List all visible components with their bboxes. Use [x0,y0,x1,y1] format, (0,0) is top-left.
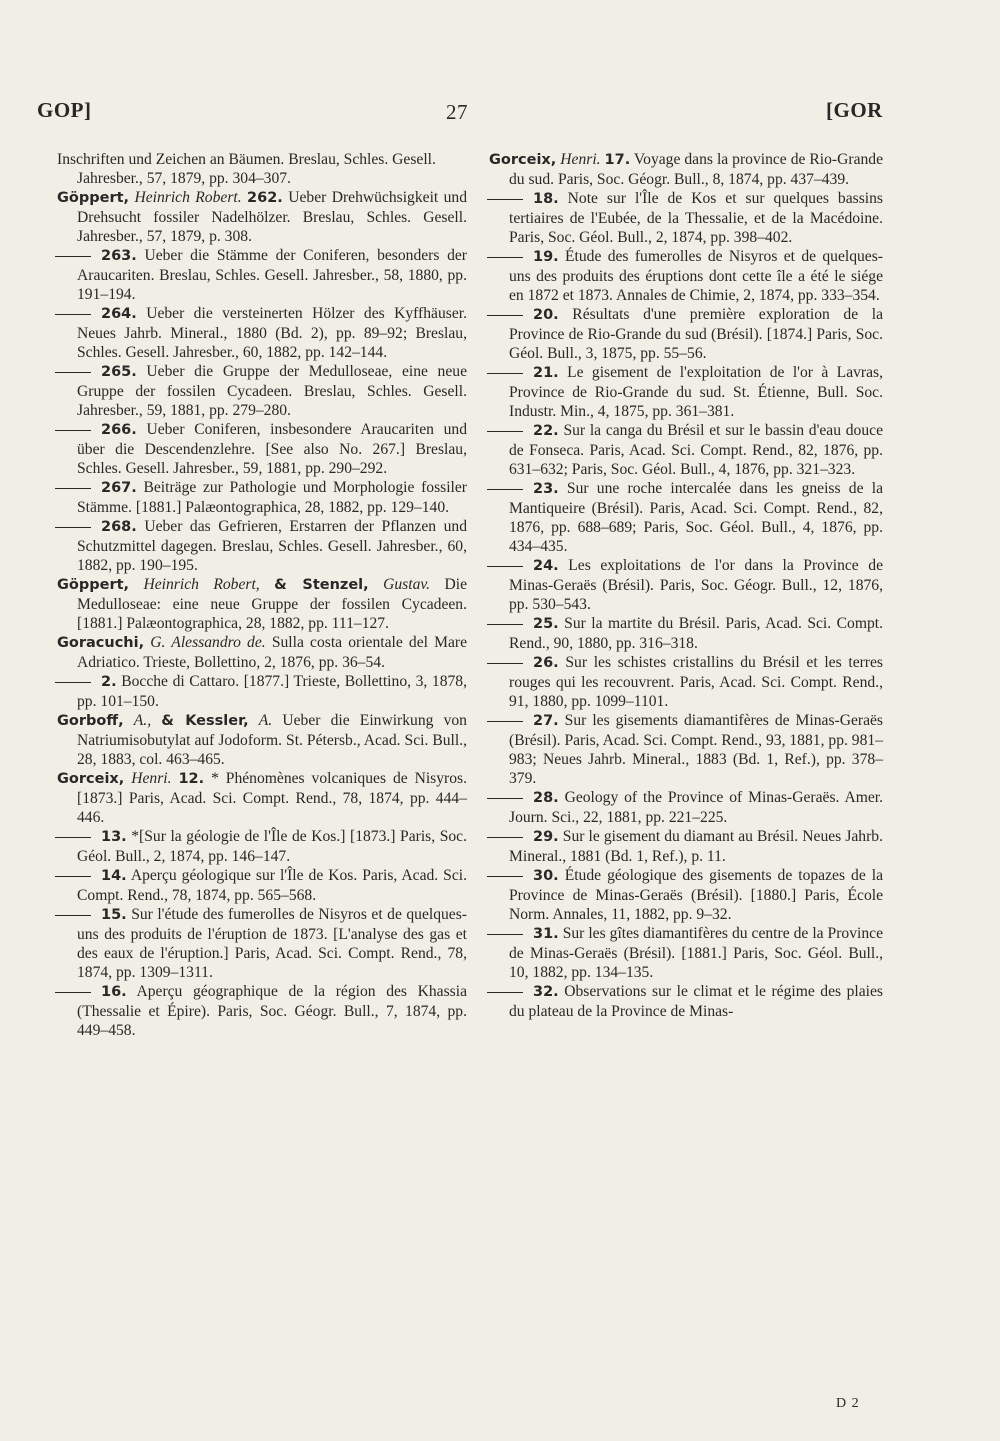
ditto-dash [55,314,91,315]
entry-number: 28. [533,790,559,806]
bibliography-entry [489,556,883,614]
page-number: 27 [446,100,468,124]
coauthor-given-name: Gustav. [383,576,431,593]
ditto-dash [55,372,91,373]
entry-text: Ueber Coniferen, insbesondere Araucariten und über die Descendenzlehre. [See also No. 267.] Breslau, Schles. Gesell. Jahresber., 59, 1881, pp. 290–292. [77,421,467,477]
entry-text: * Phénomènes volcaniques de Nisyros. [1873.] Paris, Acad. Sci. Compt. Rend., 78, 1874, pp. 444–446. [77,770,468,826]
coauthor-name: & Stenzel, [274,577,369,593]
entry-text: Die Medulloseae: eine neue Gruppe der fossilen Cycadeen. [1881.] Palæontographica, 28, 1882, pp. 111–127. [77,576,467,632]
bibliography-entry [57,575,467,633]
entry-text: Ueber Drehwüchsigkeit und Drehsucht fossiler Nadelhölzer. Breslau, Schles. Gesell. Jahresber., 57, 1879, p. 308. [77,189,468,245]
bibliography-entry [489,614,883,653]
entry-text: Ueber das Gefrieren, Erstarren der Pflanzen und Schutzmittel dagegen. Breslau, Schles. Gesell. Jahresber., 60, 1882, pp. 190–195. [77,518,467,574]
entry-text: Étude géologique des gisements de topazes de la Province de Minas-Geraës (Brésil). [1880.] Paris, École Norm. Annales, 11, 1882, pp. 9–32. [509,867,883,923]
entry-text: Résultats d'une première exploration de la Province de Rio-Grande du sud (Brésil). [1874.] Paris, Soc. Géol. Bull., 3, 1875, pp. 55–56. [509,306,883,362]
ditto-dash [487,566,523,567]
entry-text: Beiträge zur Pathologie und Morphologie fossiler Stämme. [1881.] Palæontographica, 28, 1882, pp. 129–140. [77,479,467,516]
ditto-dash [487,199,523,200]
entry-number: 27. [533,713,559,729]
bibliography-entry [489,150,883,189]
entry-text: Sur une roche intercalée dans les gneiss de la Mantiqueire (Brésil). Paris, Acad. Sci. Compt. Rend., 82, 1876, pp. 688–689; Paris, Soc. Géol. Bull., 4, 1876, pp. 434–435. [509,480,883,555]
author-name: Gorboff, [57,713,124,729]
bibliography-entry [489,653,883,711]
author-given-name: Henri. [560,151,601,168]
author-name: Göppert, [57,577,130,593]
bibliography-entry [489,363,883,421]
entry-text: Sur les schistes cristallins du Brésil et les terres rouges qui les recouvrent. Paris, Acad. Sci. Compt. Rend., 91, 1880, pp. 1099–1101. [509,654,883,710]
ditto-dash [55,430,91,431]
entry-text: Étude des fumerolles de Nisyros et de quelques-uns des produits des éruptions dont cette île a été le siége en 1872 et 1873. Annales de Chimie, 2, 1874, pp. 333–354. [509,248,883,304]
coauthor-given-name: A. [258,712,273,729]
author-name: Göppert, [57,190,130,206]
signature-mark: D 2 [836,1396,860,1411]
author-given-name: Heinrich Robert. [134,189,242,206]
entry-text: Geology of the Province of Minas-Geraës. Amer. Journ. Sci., 22, 1881, pp. 221–225. [509,789,883,826]
entry-number: 32. [533,984,559,1000]
ditto-dash [487,934,523,935]
entry-text: Sulla costa orientale del Mare Adriatico. Trieste, Bollettino, 2, 1876, pp. 36–54. [77,634,468,671]
entry-number: 268. [101,519,137,535]
author-name: Gorceix, [57,771,125,787]
right-column [489,150,883,1021]
ditto-dash [487,624,523,625]
author-given-name: G. Alessandro de. [150,634,266,651]
entry-number: 24. [533,558,559,574]
ditto-dash [487,663,523,664]
bibliography-entry [57,672,467,711]
entry-number: 23. [533,481,559,497]
running-head-right: [GOR [826,98,883,122]
bibliography-entry [57,633,467,672]
bibliography-entry [489,924,883,982]
ditto-dash [55,915,91,916]
bibliography-entry [489,305,883,363]
ditto-dash [487,257,523,258]
running-head-left: GOP] [37,98,92,122]
coauthor-name: & Kessler, [161,713,249,729]
entry-number: 13. [101,829,127,845]
ditto-dash [55,992,91,993]
ditto-dash [487,721,523,722]
entry-text: Sur les gisements diamantifères de Minas-Geraës (Brésil). Paris, Acad. Sci. Compt. Rend., 93, 1881, pp. 981–983; Neues Jahrb. Mineral., 1883 (Bd. 1, Ref.), pp. 378–379. [509,712,883,787]
entry-text: Sur le gisement du diamant au Brésil. Neues Jahrb. Mineral., 1881 (Bd. 1, Ref.), p. 11. [509,828,883,865]
bibliography-entry [489,421,883,479]
bibliography-entry [489,479,883,556]
entry-number: 30. [533,868,559,884]
entry-number: 26. [533,655,559,671]
ditto-dash [55,837,91,838]
entry-text: Sur l'étude des fumerolles de Nisyros et de quelques-uns des produits de l'éruption de 1873. [L'analyse des gas et des eaux de l'éruption.] Paris, Acad. Sci. Compt. Rend., 78, 1874, pp. 1309–1311. [77,906,467,981]
entry-number: 21. [533,365,559,381]
entry-text: Ueber die versteinerten Hölzer des Kyffhäuser. Neues Jahrb. Mineral., 1880 (Bd. 2), pp. 89–92; Breslau, Schles. Gesell. Jahresber., 60, 1882, pp. 142–144. [77,305,467,361]
entry-number: 266. [101,422,137,438]
entry-number: 20. [533,307,559,323]
entry-number: 31. [533,926,559,942]
ditto-dash [55,876,91,877]
author-name: Gorceix, [489,152,557,168]
ditto-dash [487,373,523,374]
bibliography-entry [57,866,467,905]
ditto-dash [487,315,523,316]
bibliography-entry [57,150,467,188]
bibliography-entry [489,866,883,924]
bibliography-entry [57,420,467,478]
entry-text: Ueber die Stämme der Coniferen, besonders der Araucariten. Breslau, Schles. Gesell. Jahresber., 58, 1880, pp. 191–194. [77,247,467,303]
entry-text: Bocche di Cattaro. [1877.] Trieste, Bollettino, 3, 1878, pp. 101–150. [77,673,467,710]
entry-number: 267. [101,480,137,496]
entry-text: Sur la martite du Brésil. Paris, Acad. Sci. Compt. Rend., 90, 1880, pp. 316–318. [509,615,883,652]
bibliography-entry [489,189,883,247]
bibliography-entry [57,478,467,517]
bibliography-entry [489,982,883,1021]
entry-number: 18. [533,191,559,207]
entry-text: Observations sur le climat et le régime des plaies du plateau de la Province de Minas- [509,983,883,1020]
entry-number: 2. [101,674,117,690]
bibliography-entry [489,711,883,788]
entry-number: 29. [533,829,559,845]
entry-text: Sur la canga du Brésil et sur le bassin d'eau douce de Fonseca. Paris, Acad. Sci. Compt. Rend., 82, 1876, pp. 631–632; Paris, Soc. Géol. Bull., 4, 1876, pp. 321–323. [509,422,883,478]
entry-number: 262. [247,190,283,206]
bibliography-entry [57,188,467,246]
entry-text: Sur les gîtes diamantifères du centre de la Province de Minas-Geraës (Brésil). [1881.] Paris, Soc. Géol. Bull., 10, 1882, pp. 134–135. [509,925,883,981]
ditto-dash [55,527,91,528]
bibliography-entry [57,982,467,1040]
ditto-dash [55,256,91,257]
ditto-dash [55,682,91,683]
author-given-name: Henri. [131,770,172,787]
bibliography-entry [57,769,467,827]
bibliography-entry [57,304,467,362]
entry-text: Aperçu géographique de la région des Khassia (Thessalie et Épire). Paris, Soc. Géogr. Bull., 7, 1874, pp. 449–458. [77,983,467,1039]
entry-text: Voyage dans la province de Rio-Grande du sud. Paris, Soc. Géogr. Bull., 8, 1874, pp. 437–439. [509,151,884,188]
entry-number: 15. [101,907,127,923]
entry-number: 14. [101,868,127,884]
bibliography-entry [489,788,883,827]
bibliography-entry [57,246,467,304]
entry-number: 25. [533,616,559,632]
entry-number: 265. [101,364,137,380]
author-given-name: Heinrich Robert, [143,576,260,593]
bibliography-entry [57,517,467,575]
entry-number: 263. [101,248,137,264]
ditto-dash [487,798,523,799]
bibliography-entry [57,827,467,866]
left-column [57,150,467,1040]
entry-number: 12. [178,771,205,787]
entry-text: Inschriften und Zeichen an Bäumen. Breslau, Schles. Gesell. Jahresber., 57, 1879, pp. 304–307. [57,151,436,187]
ditto-dash [487,992,523,993]
entry-text: Note sur l'Île de Kos et sur quelques bassins tertiaires de l'Eubée, de la Thessalie, et de la Macédoine. Paris, Soc. Géol. Bull., 2, 1874, pp. 398–402. [509,190,883,246]
bibliography-entry [57,362,467,420]
entry-text: *[Sur la géologie de l'Île de Kos.] [1873.] Paris, Soc. Géol. Bull., 2, 1874, pp. 146–147. [77,828,467,865]
ditto-dash [487,876,523,877]
ditto-dash [487,431,523,432]
bibliography-entry [57,905,467,982]
entry-number: 19. [533,249,559,265]
bibliography-entry [489,827,883,866]
author-name: Goracuchi, [57,635,145,651]
bibliography-entry [489,247,883,305]
entry-text: Les exploitations de l'or dans la Province de Minas-Geraës (Brésil). Paris, Soc. Géogr. Bull., 12, 1876, pp. 530–543. [509,557,884,613]
bibliography-entry [57,711,467,769]
entry-number: 264. [101,306,137,322]
author-given-name: A., [133,712,152,729]
entry-text: Ueber die Gruppe der Medulloseae, eine neue Gruppe der fossilen Cycadeen. Breslau, Schles. Gesell. Jahresber., 59, 1881, pp. 279–280. [77,363,467,419]
entry-text: Le gisement de l'exploitation de l'or à Lavras, Province de Rio-Grande du sud. St. Étienne, Bull. Soc. Industr. Min., 4, 1875, pp. 361–381. [509,364,883,420]
entry-number: 17. [604,152,631,168]
ditto-dash [487,837,523,838]
entry-text: Aperçu géologique sur l'Île de Kos. Paris, Acad. Sci. Compt. Rend., 78, 1874, pp. 565–568. [77,867,468,904]
entry-text: Ueber die Einwirkung von Natriumisobutylat auf Jodoform. St. Pétersb., Acad. Sci. Bull., 28, 1883, col. 463–465. [77,712,467,768]
ditto-dash [487,489,523,490]
entry-number: 16. [101,984,127,1000]
entry-number: 22. [533,423,559,439]
ditto-dash [55,488,91,489]
